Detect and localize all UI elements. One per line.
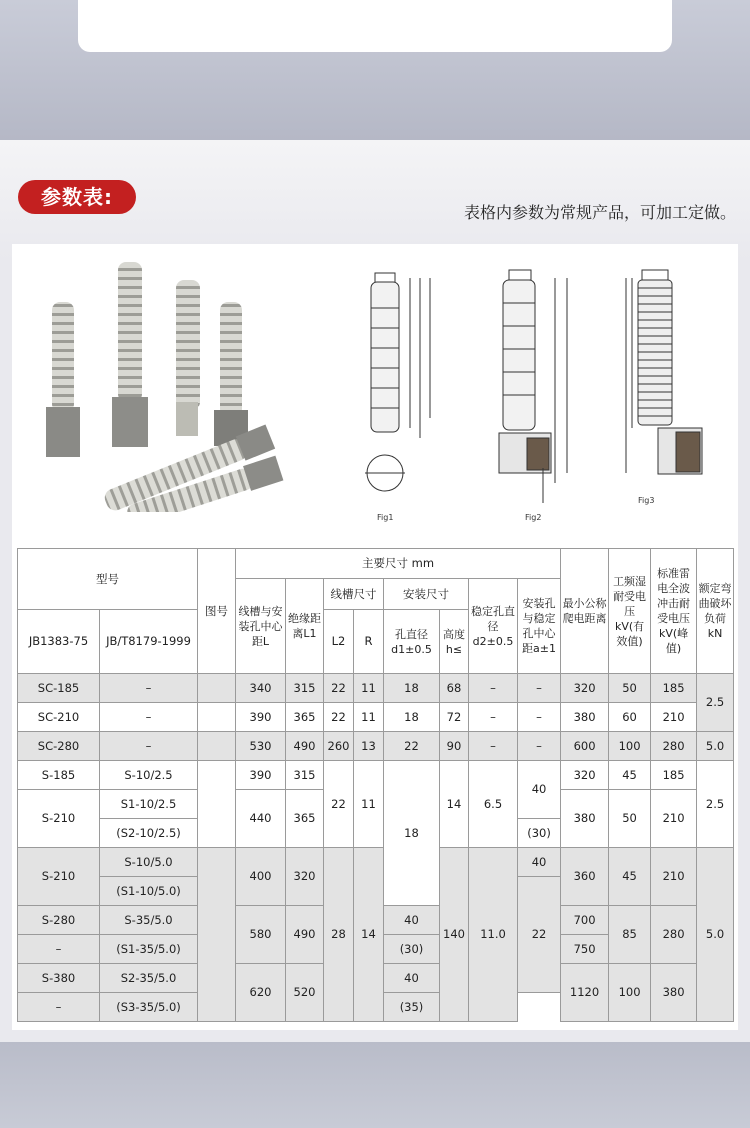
- cell: 360: [561, 848, 609, 906]
- cell: S-10/5.0: [100, 848, 198, 877]
- cell: 85: [609, 906, 651, 964]
- cell: [198, 761, 236, 848]
- cell: 700: [561, 906, 609, 935]
- cell: 1120: [561, 964, 609, 1022]
- cell: 400: [236, 848, 286, 906]
- cell: 185: [651, 761, 697, 790]
- cell: 280: [651, 906, 697, 964]
- cell: 210: [651, 703, 697, 732]
- cell: 390: [236, 761, 286, 790]
- cell: 40: [384, 906, 440, 935]
- cell: 22: [384, 732, 440, 761]
- col-L1-header: 绝缘距离L1: [286, 579, 324, 674]
- cell: –: [100, 703, 198, 732]
- cell: –: [469, 674, 518, 703]
- col-d1-header: 孔直径d1±0.5: [384, 610, 440, 674]
- cell: 365: [286, 703, 324, 732]
- cell: 14: [440, 761, 469, 848]
- model-header: 型号: [18, 549, 198, 610]
- cell: 5.0: [697, 732, 734, 761]
- cell: 18: [384, 674, 440, 703]
- cell: 520: [286, 964, 324, 1022]
- cell: 22: [324, 674, 354, 703]
- cell: (30): [518, 819, 561, 848]
- section-badge: 参数表:: [18, 180, 136, 214]
- cell: 365: [286, 790, 324, 848]
- cell: 100: [609, 964, 651, 1022]
- cell: S-380: [18, 964, 100, 993]
- cell: (35): [384, 993, 440, 1022]
- cell: –: [518, 703, 561, 732]
- cell: 22: [324, 761, 354, 848]
- cell: 13: [354, 732, 384, 761]
- cell: (S3-35/5.0): [100, 993, 198, 1022]
- creepage-header: 最小公称爬电距离: [561, 549, 609, 674]
- cell: 40: [518, 761, 561, 819]
- cell: 320: [561, 761, 609, 790]
- cell: 340: [236, 674, 286, 703]
- cell: S-35/5.0: [100, 906, 198, 935]
- cell: 600: [561, 732, 609, 761]
- cell: (S1-10/5.0): [100, 877, 198, 906]
- cell: –: [100, 674, 198, 703]
- cell: 620: [236, 964, 286, 1022]
- cell: S-280: [18, 906, 100, 935]
- cell: 60: [609, 703, 651, 732]
- cell: S-10/2.5: [100, 761, 198, 790]
- cell: –: [518, 732, 561, 761]
- cell: 580: [236, 906, 286, 964]
- load-header: 额定弯曲破坏负荷kN: [697, 549, 734, 674]
- cell: 315: [286, 674, 324, 703]
- cell: 22: [324, 703, 354, 732]
- cell: 2.5: [697, 761, 734, 848]
- cell: S-210: [18, 848, 100, 906]
- cell: 380: [561, 790, 609, 848]
- col-R-header: R: [354, 610, 384, 674]
- cell: 45: [609, 761, 651, 790]
- cell: (30): [384, 935, 440, 964]
- cell: 320: [561, 674, 609, 703]
- cell: 72: [440, 703, 469, 732]
- cell: 50: [609, 790, 651, 848]
- cell: 11: [354, 703, 384, 732]
- cell: 390: [236, 703, 286, 732]
- table-row: [18, 703, 734, 732]
- cell: SC-185: [18, 674, 100, 703]
- product-photo: [30, 262, 320, 512]
- cell: 140: [440, 848, 469, 1022]
- cell: 40: [518, 848, 561, 877]
- cell: 68: [440, 674, 469, 703]
- cell: 260: [324, 732, 354, 761]
- cell: [198, 674, 236, 703]
- cell: –: [518, 674, 561, 703]
- cell: 11: [354, 761, 384, 848]
- cell: 18: [384, 703, 440, 732]
- cell: 14: [354, 848, 384, 1022]
- cell: 22: [518, 877, 561, 993]
- cell: –: [18, 993, 100, 1022]
- cell: 18: [384, 761, 440, 906]
- cell: –: [100, 732, 198, 761]
- cell: 11: [354, 674, 384, 703]
- cell: [198, 703, 236, 732]
- fig3-drawing: [618, 268, 718, 538]
- figure-header: 图号: [198, 549, 236, 674]
- custom-note: 表格内参数为常规产品，可加工定做。: [463, 203, 736, 222]
- cell: 100: [609, 732, 651, 761]
- cell: –: [18, 935, 100, 964]
- cell: 6.5: [469, 761, 518, 848]
- cell: S1-10/2.5: [100, 790, 198, 819]
- cell: (S1-35/5.0): [100, 935, 198, 964]
- cell: 28: [324, 848, 354, 1022]
- col-a-header: 安装孔与稳定孔中心距a±1: [518, 579, 561, 674]
- col-h-header: 高度h≤: [440, 610, 469, 674]
- fig2-label: Fig2: [525, 513, 542, 522]
- fig3-label: Fig3: [638, 496, 655, 505]
- cell: –: [469, 703, 518, 732]
- cell: 320: [286, 848, 324, 906]
- power-freq-header: 工频湿耐受电压kV(有效值): [609, 549, 651, 674]
- fig1-label: Fig1: [377, 513, 394, 522]
- main-dims-header: 主要尺寸 mm: [236, 549, 561, 579]
- cell: 50: [609, 674, 651, 703]
- cell: 185: [651, 674, 697, 703]
- col-L2-header: L2: [324, 610, 354, 674]
- cell: SC-280: [18, 732, 100, 761]
- cell: 750: [561, 935, 609, 964]
- cell: 5.0: [697, 848, 734, 1022]
- table-row: [18, 732, 734, 761]
- cell: 490: [286, 906, 324, 964]
- cell: S-210: [18, 790, 100, 848]
- cell: 210: [651, 848, 697, 906]
- top-card: [78, 0, 672, 52]
- cell: 2.5: [697, 674, 734, 732]
- cell: 45: [609, 848, 651, 906]
- impulse-header: 标准雷电全波冲击耐受电压kV(峰值): [651, 549, 697, 674]
- cell: S-185: [18, 761, 100, 790]
- cell: 380: [561, 703, 609, 732]
- cell: 210: [651, 790, 697, 848]
- table-row: [18, 848, 734, 877]
- cell: 280: [651, 732, 697, 761]
- col-d2-header: 稳定孔直径d2±0.5: [469, 579, 518, 674]
- cell: 11.0: [469, 848, 518, 1022]
- parameter-table: [17, 548, 734, 1022]
- cell: 530: [236, 732, 286, 761]
- bottom-band: [0, 1042, 750, 1128]
- cell: 490: [286, 732, 324, 761]
- fig2-drawing: [485, 268, 585, 538]
- cell: 40: [384, 964, 440, 993]
- cell: 315: [286, 761, 324, 790]
- col-jb1383-header: JB1383-75: [18, 610, 100, 674]
- fig1-drawing: [355, 268, 445, 538]
- col-L-header: 线槽与安装孔中心距L: [236, 579, 286, 674]
- table-row: [18, 674, 734, 703]
- groove-header: 线槽尺寸: [324, 579, 384, 610]
- cell: 90: [440, 732, 469, 761]
- cell: [198, 848, 236, 1022]
- install-header: 安装尺寸: [384, 579, 469, 610]
- cell: SC-210: [18, 703, 100, 732]
- cell: –: [469, 732, 518, 761]
- cell: S2-35/5.0: [100, 964, 198, 993]
- table-row: [18, 761, 734, 790]
- cell: (S2-10/2.5): [100, 819, 198, 848]
- cell: 440: [236, 790, 286, 848]
- cell: 380: [651, 964, 697, 1022]
- cell: [198, 732, 236, 761]
- col-jbt8179-header: JB/T8179-1999: [100, 610, 198, 674]
